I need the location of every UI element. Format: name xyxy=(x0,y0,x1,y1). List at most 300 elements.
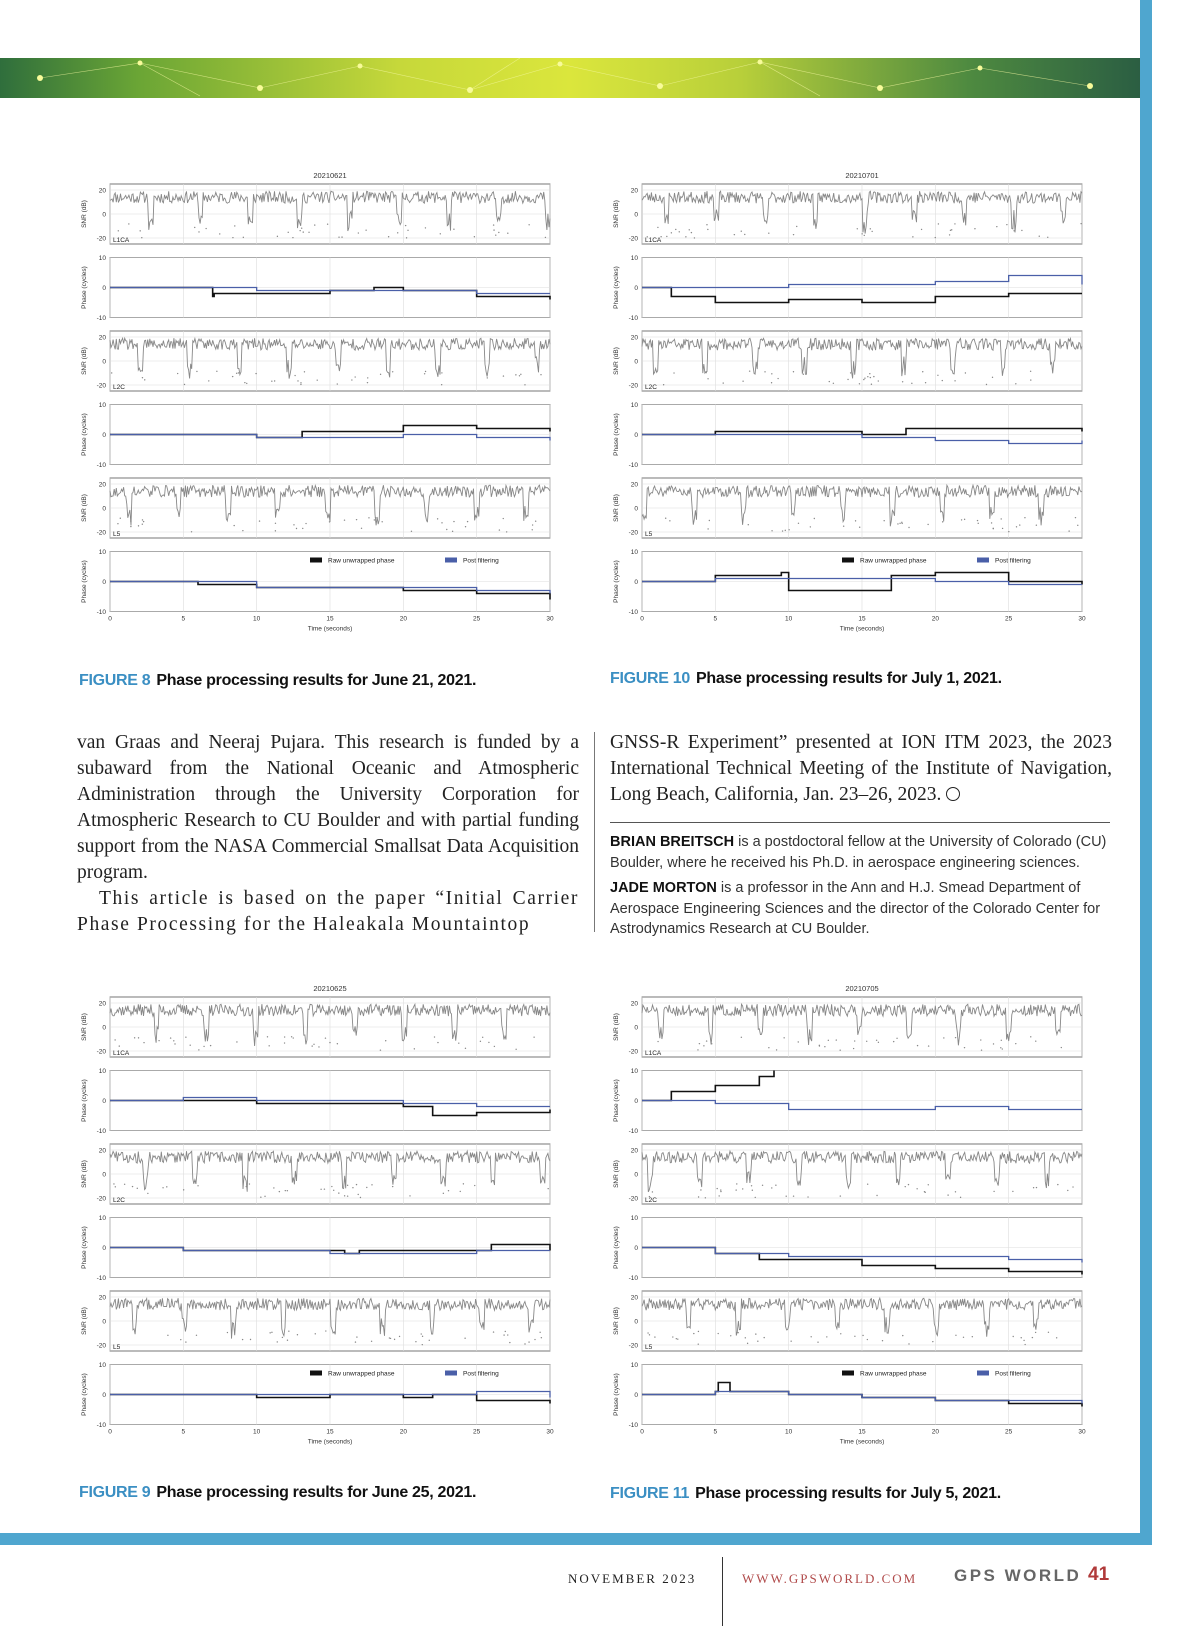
snr-outlier-point xyxy=(284,1036,285,1037)
snr-outlier-point xyxy=(274,380,275,381)
snr-outlier-point xyxy=(421,1333,422,1334)
snr-outlier-point xyxy=(327,224,328,225)
snr-outlier-point xyxy=(965,372,966,373)
snr-outlier-point xyxy=(977,520,978,521)
snr-outlier-point xyxy=(1015,1043,1016,1044)
snr-panel-l5 xyxy=(613,1291,1082,1351)
snr-outlier-point xyxy=(839,1049,840,1050)
snr-outlier-point xyxy=(441,372,442,373)
y-tick-label: 10 xyxy=(98,402,106,409)
snr-outlier-point xyxy=(764,371,765,372)
x-axis-label: Time (seconds) xyxy=(839,1438,885,1446)
y-tick-label: 0 xyxy=(634,1392,638,1399)
snr-outlier-point xyxy=(185,1036,186,1037)
snr-outlier-point xyxy=(260,1196,261,1197)
snr-outlier-point xyxy=(899,523,900,524)
snr-outlier-point xyxy=(308,232,309,233)
snr-outlier-point xyxy=(947,1194,948,1195)
snr-outlier-point xyxy=(493,229,494,230)
chart-title: 20210701 xyxy=(845,172,879,180)
y-tick-label: 0 xyxy=(102,358,106,366)
snr-outlier-point xyxy=(361,528,362,529)
snr-outlier-point xyxy=(354,376,355,377)
snr-outlier-point xyxy=(771,1187,772,1188)
snr-outlier-point xyxy=(836,1039,837,1040)
column-divider xyxy=(594,732,595,932)
snr-outlier-point xyxy=(647,1332,648,1333)
snr-outlier-point xyxy=(143,521,144,522)
snr-outlier-point xyxy=(144,379,145,380)
snr-outlier-point xyxy=(480,1041,481,1042)
snr-outlier-point xyxy=(783,1037,784,1038)
snr-outlier-point xyxy=(745,1337,746,1338)
y-axis-label: Phase (cycles) xyxy=(613,413,620,456)
snr-outlier-point xyxy=(279,1191,280,1192)
snr-outlier-point xyxy=(1001,1040,1002,1041)
snr-outlier-point xyxy=(1002,1048,1003,1049)
snr-outlier-point xyxy=(1036,525,1037,526)
snr-outlier-point xyxy=(1067,1190,1068,1191)
snr-outlier-point xyxy=(460,1191,461,1192)
y-axis-label: Phase (cycles) xyxy=(613,266,620,309)
snr-outlier-point xyxy=(533,1036,534,1037)
snr-outlier-point xyxy=(331,1186,332,1187)
snr-outlier-point xyxy=(943,1037,944,1038)
snr-outlier-point xyxy=(657,1041,658,1042)
snr-outlier-point xyxy=(174,1043,175,1044)
snr-outlier-point xyxy=(351,379,352,380)
snr-outlier-point xyxy=(840,1333,841,1334)
snr-outlier-point xyxy=(1023,1340,1024,1341)
paragraph-funding: van Graas and Neeraj Pujara. This research is funded by a subaward from the National Oceanic and Atmospheric Administration through the University Corporation for Atmospheric Research to CU Boulder and with partial funding support from the NASA Commercial Smallsat Data Acquisition program. xyxy=(77,732,579,883)
snr-outlier-point xyxy=(737,1332,738,1333)
snr-panel-l5 xyxy=(81,1291,550,1351)
snr-outlier-point xyxy=(775,1185,776,1186)
snr-outlier-point xyxy=(706,1040,707,1041)
snr-outlier-point xyxy=(786,1196,787,1197)
snr-outlier-point xyxy=(446,529,447,530)
snr-outlier-point xyxy=(1033,1187,1034,1188)
snr-outlier-point xyxy=(180,1339,181,1340)
snr-outlier-point xyxy=(666,236,667,237)
snr-panel-l1ca xyxy=(613,997,1082,1057)
y-tick-label: -20 xyxy=(96,529,106,537)
snr-outlier-point xyxy=(388,236,389,237)
snr-outlier-point xyxy=(665,518,666,519)
snr-outlier-point xyxy=(735,1189,736,1190)
snr-outlier-point xyxy=(675,229,676,230)
snr-outlier-point xyxy=(749,370,750,371)
snr-outlier-point xyxy=(367,377,368,378)
snr-outlier-point xyxy=(194,227,195,228)
snr-outlier-point xyxy=(978,523,979,524)
snr-outlier-point xyxy=(505,1331,506,1332)
y-tick-label: 20 xyxy=(98,334,106,342)
snr-outlier-point xyxy=(817,1341,818,1342)
snr-outlier-point xyxy=(143,1042,144,1043)
snr-outlier-point xyxy=(864,377,865,378)
snr-outlier-point xyxy=(300,384,301,385)
snr-outlier-point xyxy=(912,236,913,237)
y-tick-label: 10 xyxy=(630,1362,638,1369)
legend-swatch-post xyxy=(445,1371,457,1376)
snr-outlier-point xyxy=(871,384,872,385)
snr-outlier-point xyxy=(902,381,903,382)
phase-panel xyxy=(81,255,550,322)
snr-panel-l2c xyxy=(613,331,1082,391)
snr-outlier-point xyxy=(744,234,745,235)
snr-outlier-point xyxy=(847,379,848,380)
snr-outlier-point xyxy=(303,231,304,232)
snr-outlier-point xyxy=(318,1046,319,1047)
y-axis-label: Phase (cycles) xyxy=(81,413,88,456)
y-axis-label: Phase (cycles) xyxy=(613,1079,620,1122)
bio-breitsch: BRIAN BREITSCH is a postdoctoral fellow at the University of Colorado (CU) Boulder, where he received his Ph.D. in aerospace engineering sciences. xyxy=(610,834,1107,871)
snr-outlier-point xyxy=(545,237,546,238)
snr-panel-l5 xyxy=(81,478,550,538)
header-banner xyxy=(0,58,1140,98)
snr-outlier-point xyxy=(870,377,871,378)
y-tick-label: 0 xyxy=(634,211,638,219)
paragraph-presented: GNSS-R Experiment” presented at ION ITM 2023, the 2023 International Technical Meeting of the Institute of Navigation, Long Beach, California, Jan. 23–26, 2023. xyxy=(610,732,1112,805)
snr-outlier-point xyxy=(325,1330,326,1331)
snr-outlier-point xyxy=(669,520,670,521)
snr-outlier-point xyxy=(338,236,339,237)
x-tick-label: 0 xyxy=(640,615,644,623)
snr-outlier-point xyxy=(883,520,884,521)
snr-outlier-point xyxy=(709,520,710,521)
snr-outlier-point xyxy=(134,1037,135,1038)
snr-outlier-point xyxy=(1068,530,1069,531)
snr-outlier-point xyxy=(338,1192,339,1193)
y-tick-label: -10 xyxy=(628,1422,638,1429)
footer-website: WWW.GPSWORLD.COM xyxy=(742,1571,918,1586)
snr-outlier-point xyxy=(314,224,315,225)
snr-outlier-point xyxy=(137,1188,138,1189)
snr-outlier-point xyxy=(130,520,131,521)
y-axis-label: Phase (cycles) xyxy=(81,1226,88,1269)
signal-label: L2C xyxy=(645,384,657,391)
x-tick-label: 15 xyxy=(326,1428,334,1436)
legend-label-post: Post filtering xyxy=(463,1370,499,1378)
x-tick-label: 30 xyxy=(546,615,554,623)
snr-panel-l1ca xyxy=(81,184,550,244)
x-tick-label: 30 xyxy=(546,1428,554,1436)
snr-outlier-point xyxy=(452,531,453,532)
snr-outlier-point xyxy=(951,229,952,230)
snr-outlier-point xyxy=(685,236,686,237)
y-tick-label: -20 xyxy=(628,1048,638,1056)
snr-outlier-point xyxy=(785,530,786,531)
snr-outlier-point xyxy=(955,1037,956,1038)
snr-outlier-point xyxy=(986,384,987,385)
snr-outlier-point xyxy=(699,1043,700,1044)
snr-outlier-point xyxy=(859,383,860,384)
phase-panel xyxy=(613,402,1082,469)
snr-outlier-point xyxy=(347,1195,348,1196)
snr-outlier-point xyxy=(742,380,743,381)
y-tick-label: 10 xyxy=(98,1068,106,1075)
snr-outlier-point xyxy=(876,1040,877,1041)
x-tick-label: 0 xyxy=(108,615,112,623)
snr-outlier-point xyxy=(138,525,139,526)
y-axis-label: SNR (dB) xyxy=(613,1013,620,1041)
phase-panel xyxy=(81,1068,550,1135)
snr-outlier-point xyxy=(771,530,772,531)
chart-title: 20210625 xyxy=(313,985,347,993)
bio-morton: JADE MORTON is a professor in the Ann and H.J. Smead Department of Aerospace Engineering Sciences and the director of the Colorado Center for Astrodynamics Research at CU Boulder. xyxy=(610,880,1101,937)
snr-outlier-point xyxy=(776,1049,777,1050)
y-axis-label: SNR (dB) xyxy=(613,200,620,228)
snr-outlier-point xyxy=(896,1038,897,1039)
snr-outlier-point xyxy=(871,231,872,232)
phase-panel xyxy=(613,255,1082,322)
snr-outlier-point xyxy=(720,1191,721,1192)
snr-outlier-point xyxy=(905,1186,906,1187)
snr-outlier-point xyxy=(788,529,789,530)
snr-outlier-point xyxy=(448,1190,449,1191)
snr-outlier-point xyxy=(698,1196,699,1197)
snr-outlier-point xyxy=(115,1186,116,1187)
snr-outlier-point xyxy=(333,1190,334,1191)
y-tick-label: 0 xyxy=(634,358,638,366)
snr-outlier-point xyxy=(720,1189,721,1190)
y-tick-label: -20 xyxy=(96,235,106,243)
snr-outlier-point xyxy=(980,1039,981,1040)
y-tick-label: 0 xyxy=(634,505,638,513)
snr-outlier-point xyxy=(249,1183,250,1184)
snr-outlier-point xyxy=(120,518,121,519)
y-axis-label: SNR (dB) xyxy=(81,200,88,228)
snr-outlier-point xyxy=(857,228,858,229)
bottom-accent-rail xyxy=(0,1533,1152,1545)
y-tick-label: 20 xyxy=(98,1147,106,1155)
snr-outlier-point xyxy=(782,530,783,531)
snr-outlier-point xyxy=(867,1339,868,1340)
snr-outlier-point xyxy=(547,1188,548,1189)
signal-label: L2C xyxy=(113,384,125,391)
signal-label: L1CA xyxy=(645,1050,662,1057)
snr-outlier-point xyxy=(532,524,533,525)
y-axis-label: Phase (cycles) xyxy=(613,1226,620,1269)
snr-outlier-point xyxy=(315,1333,316,1334)
y-axis-label: SNR (dB) xyxy=(81,1307,88,1335)
snr-outlier-point xyxy=(1000,1047,1001,1048)
snr-outlier-point xyxy=(293,1037,294,1038)
snr-outlier-point xyxy=(236,373,237,374)
snr-outlier-point xyxy=(425,227,426,228)
snr-outlier-point xyxy=(751,1185,752,1186)
legend-swatch-raw xyxy=(842,558,854,563)
snr-panel-l2c xyxy=(81,1144,550,1204)
figure-svg xyxy=(78,985,558,1455)
snr-outlier-point xyxy=(790,1340,791,1341)
snr-outlier-point xyxy=(397,232,398,233)
snr-outlier-point xyxy=(344,519,345,520)
snr-outlier-point xyxy=(921,229,922,230)
snr-outlier-point xyxy=(498,232,499,233)
snr-outlier-point xyxy=(1024,517,1025,518)
snr-outlier-point xyxy=(352,1187,353,1188)
x-tick-label: 30 xyxy=(1078,615,1086,623)
figure-9-caption: FIGURE 9 Phase processing results for June 25, 2021. xyxy=(79,1484,477,1501)
snr-outlier-point xyxy=(1072,1186,1073,1187)
snr-outlier-point xyxy=(325,1037,326,1038)
snr-outlier-point xyxy=(1030,1036,1031,1037)
y-axis-label: Phase (cycles) xyxy=(613,560,620,603)
y-tick-label: 0 xyxy=(102,1171,106,1179)
snr-outlier-point xyxy=(219,233,220,234)
snr-outlier-point xyxy=(828,1040,829,1041)
y-tick-label: 0 xyxy=(634,579,638,586)
snr-outlier-point xyxy=(392,371,393,372)
snr-outlier-point xyxy=(227,1332,228,1333)
snr-outlier-point xyxy=(300,382,301,383)
y-axis-label: SNR (dB) xyxy=(613,1160,620,1188)
y-tick-label: 0 xyxy=(634,1318,638,1326)
snr-outlier-point xyxy=(840,1195,841,1196)
signal-label: L5 xyxy=(645,531,653,538)
snr-outlier-point xyxy=(1001,518,1002,519)
left-column-text xyxy=(77,730,579,938)
signal-label: L2C xyxy=(113,1197,125,1204)
snr-outlier-point xyxy=(334,1332,335,1333)
y-tick-label: 20 xyxy=(630,334,638,342)
y-tick-label: -20 xyxy=(96,1048,106,1056)
snr-outlier-point xyxy=(177,373,178,374)
snr-outlier-point xyxy=(539,1332,540,1333)
y-tick-label: -10 xyxy=(96,315,106,322)
y-tick-label: -20 xyxy=(628,1342,638,1350)
snr-outlier-point xyxy=(993,1191,994,1192)
snr-outlier-point xyxy=(142,377,143,378)
snr-outlier-point xyxy=(1002,528,1003,529)
y-tick-label: -10 xyxy=(96,1128,106,1135)
snr-outlier-point xyxy=(993,1043,994,1044)
snr-outlier-point xyxy=(493,1331,494,1332)
snr-outlier-point xyxy=(873,376,874,377)
snr-outlier-point xyxy=(197,1185,198,1186)
snr-outlier-point xyxy=(810,1037,811,1038)
phase-panel xyxy=(613,1068,1082,1135)
y-tick-label: -20 xyxy=(628,235,638,243)
y-tick-label: 10 xyxy=(98,1362,106,1369)
snr-outlier-point xyxy=(677,1338,678,1339)
snr-outlier-point xyxy=(233,525,234,526)
legend-swatch-raw xyxy=(310,1371,322,1376)
footer-divider xyxy=(722,1557,723,1626)
snr-outlier-point xyxy=(908,1343,909,1344)
snr-outlier-point xyxy=(374,519,375,520)
snr-outlier-point xyxy=(358,1194,359,1195)
snr-outlier-point xyxy=(183,1189,184,1190)
snr-outlier-point xyxy=(173,1040,174,1041)
snr-outlier-point xyxy=(803,374,804,375)
legend-label-post: Post filtering xyxy=(995,1370,1031,1378)
snr-outlier-point xyxy=(130,526,131,527)
y-tick-label: 0 xyxy=(102,432,106,439)
snr-outlier-point xyxy=(949,234,950,235)
snr-outlier-point xyxy=(955,1191,956,1192)
snr-outlier-point xyxy=(1039,236,1040,237)
snr-outlier-point xyxy=(282,1337,283,1338)
snr-outlier-point xyxy=(991,522,992,523)
network-pattern xyxy=(0,58,1140,98)
snr-outlier-point xyxy=(296,528,297,529)
snr-outlier-point xyxy=(139,230,140,231)
snr-outlier-point xyxy=(381,521,382,522)
snr-outlier-point xyxy=(118,230,119,231)
y-tick-label: 10 xyxy=(98,255,106,262)
snr-outlier-point xyxy=(297,1334,298,1335)
snr-outlier-point xyxy=(742,1188,743,1189)
snr-outlier-point xyxy=(707,229,708,230)
snr-outlier-point xyxy=(203,1046,204,1047)
snr-outlier-point xyxy=(793,371,794,372)
snr-outlier-point xyxy=(356,1336,357,1337)
snr-panel-l1ca xyxy=(81,997,550,1057)
y-tick-label: 0 xyxy=(102,285,106,292)
snr-outlier-point xyxy=(694,237,695,238)
y-tick-label: -10 xyxy=(96,1275,106,1282)
snr-outlier-point xyxy=(275,530,276,531)
snr-outlier-point xyxy=(198,231,199,232)
snr-outlier-point xyxy=(487,377,488,378)
snr-outlier-point xyxy=(255,373,256,374)
snr-outlier-point xyxy=(736,1183,737,1184)
snr-outlier-point xyxy=(366,1187,367,1188)
snr-outlier-point xyxy=(482,1037,483,1038)
snr-outlier-point xyxy=(942,521,943,522)
y-tick-label: -20 xyxy=(96,1195,106,1203)
y-tick-label: 0 xyxy=(634,1024,638,1032)
snr-outlier-point xyxy=(170,1037,171,1038)
snr-outlier-point xyxy=(301,228,302,229)
snr-outlier-point xyxy=(1035,1332,1036,1333)
snr-outlier-point xyxy=(259,520,260,521)
snr-outlier-point xyxy=(807,1196,808,1197)
snr-outlier-point xyxy=(869,373,870,374)
snr-outlier-point xyxy=(706,224,707,225)
snr-outlier-point xyxy=(798,523,799,524)
snr-outlier-point xyxy=(304,371,305,372)
snr-outlier-point xyxy=(972,1336,973,1337)
snr-outlier-point xyxy=(963,1337,964,1338)
snr-outlier-point xyxy=(443,1193,444,1194)
snr-outlier-point xyxy=(902,1335,903,1336)
snr-outlier-point xyxy=(371,1184,372,1185)
snr-outlier-point xyxy=(1075,517,1076,518)
snr-outlier-point xyxy=(833,383,834,384)
phase-panel xyxy=(81,549,550,616)
snr-outlier-point xyxy=(768,1047,769,1048)
snr-outlier-point xyxy=(852,374,853,375)
snr-outlier-point xyxy=(291,1036,292,1037)
snr-outlier-point xyxy=(908,527,909,528)
snr-outlier-point xyxy=(128,223,129,224)
snr-outlier-point xyxy=(711,1043,712,1044)
legend-swatch-raw xyxy=(842,1371,854,1376)
x-tick-label: 10 xyxy=(785,615,793,623)
y-tick-label: 0 xyxy=(634,1171,638,1179)
snr-outlier-point xyxy=(810,526,811,527)
snr-outlier-point xyxy=(356,519,357,520)
x-tick-label: 25 xyxy=(473,1428,481,1436)
y-tick-label: -10 xyxy=(628,462,638,469)
snr-outlier-point xyxy=(507,1334,508,1335)
y-axis-label: SNR (dB) xyxy=(81,347,88,375)
snr-outlier-point xyxy=(657,227,658,228)
